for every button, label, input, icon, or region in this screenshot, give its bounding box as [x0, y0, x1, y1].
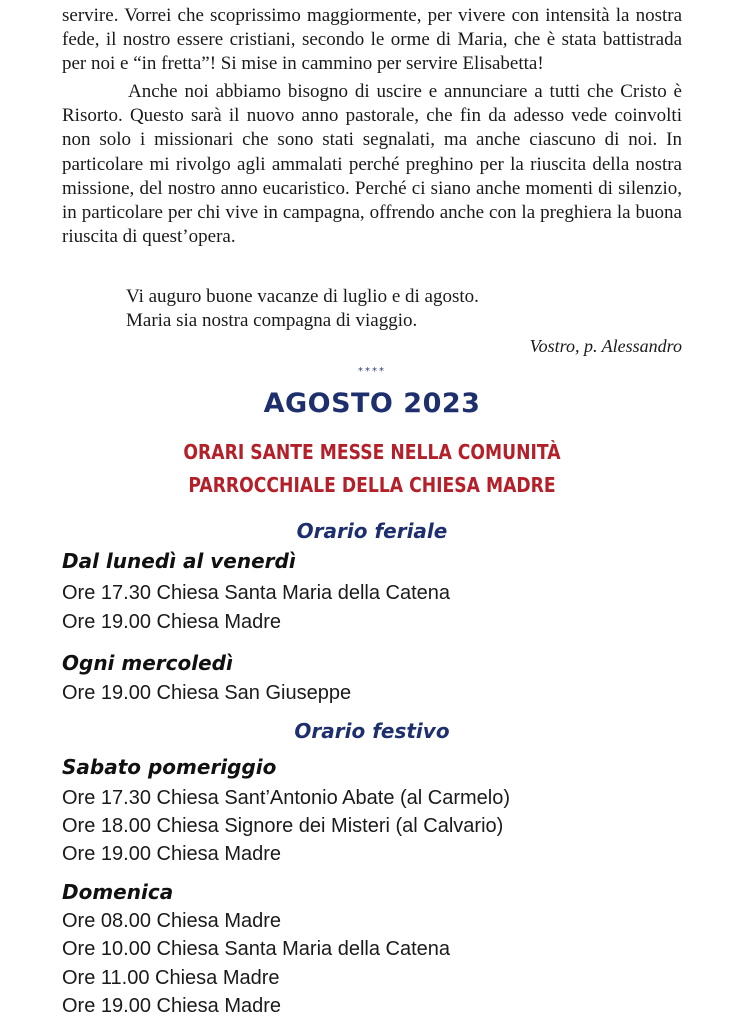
greeting-line-1: Vi auguro buone vacanze di luglio e di agosto.	[126, 286, 479, 307]
mass-time-line: Ore 08.00 Chiesa Madre	[62, 910, 282, 932]
letter-paragraph-1: servire. Vorrei che scoprissimo maggiormente, per vivere con intensità la nostra fede, il nostro essere cristiani, secondo le orme di Maria, che è stata battistrada per noi e “in fretta”! Si mise in cammino per servire Elisabetta!	[62, 5, 682, 75]
section-separator: ****	[358, 366, 386, 377]
month-title: AGOSTO 2023	[263, 388, 481, 419]
holiday-schedule-heading: Orario festivo	[294, 719, 450, 743]
mass-time-line: Ore 10.00 Chiesa Santa Maria della Catena	[62, 938, 451, 960]
weekday-schedule-heading: Orario feriale	[296, 519, 448, 543]
weekday-group-title: Ogni mercoledì	[62, 651, 233, 675]
mass-time-line: Ore 17.30 Chiesa Santa Maria della Catena	[62, 582, 451, 604]
signature: Vostro, p. Alessandro	[529, 336, 682, 356]
schedule-subtitle-line-2: PARROCCHIALE DELLA CHIESA MADRE	[188, 473, 556, 497]
mass-time-line: Ore 19.00 Chiesa Madre	[62, 843, 282, 865]
schedule-subtitle-line-1: ORARI SANTE MESSE NELLA COMUNITÀ	[183, 440, 561, 464]
letter-paragraph-2: Anche noi abbiamo bisogno di uscire e annunciare a tutti che Cristo è Risorto. Questo sarà il nuovo anno pastorale, che fin da adesso vede coinvolti non solo i missionari che sono stati segnalati, ma anche ciascuno di noi. In particolare mi rivolgo agli ammalati perché preghino per la riuscita della nostra missione, del nostro anno eucaristico. Perché ci siano anche momenti di silenzio, in particolare per chi vive in campagna, offrendo anche con la preghiera la buona riuscita di quest’opera.	[62, 81, 682, 248]
weekday-group-title: Dal lunedì al venerdì	[62, 549, 296, 573]
greeting-line-2: Maria sia nostra compagna di viaggio.	[126, 310, 418, 331]
mass-time-line: Ore 18.00 Chiesa Signore dei Misteri (al Calvario)	[62, 815, 504, 837]
mass-time-line: Ore 11.00 Chiesa Madre	[62, 967, 280, 989]
mass-time-line: Ore 17.30 Chiesa Sant’Antonio Abate (al Carmelo)	[62, 787, 511, 809]
holiday-group-title: Domenica	[62, 880, 174, 904]
mass-time-line: Ore 19.00 Chiesa San Giuseppe	[62, 682, 352, 704]
mass-time-line: Ore 19.00 Chiesa Madre	[62, 995, 282, 1017]
holiday-group-title: Sabato pomeriggio	[62, 755, 277, 779]
mass-time-line: Ore 19.00 Chiesa Madre	[62, 611, 282, 633]
